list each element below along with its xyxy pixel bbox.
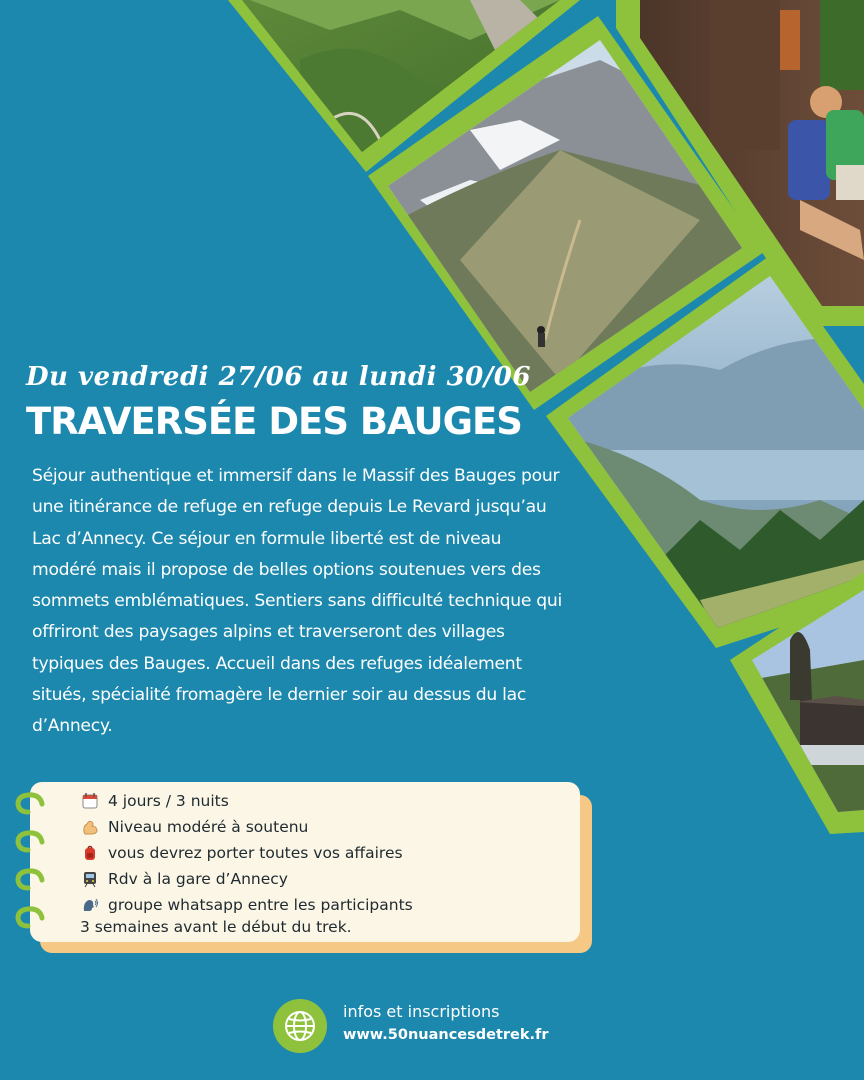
trip-dates: Du vendredi 27/06 au lundi 30/06: [26, 362, 531, 392]
globe-icon[interactable]: [273, 999, 327, 1053]
page-title: TRAVERSÉE DES BAUGES: [26, 400, 522, 443]
speaking-head-icon: [80, 895, 100, 915]
list-item: Rdv à la gare d’Annecy: [80, 866, 413, 892]
spiral-ring: [14, 868, 48, 892]
spiral-ring: [14, 830, 48, 854]
list-item: Niveau modéré à soutenu: [80, 814, 413, 840]
highlights-card: [30, 782, 580, 942]
spiral-ring: [14, 906, 48, 930]
backpack-icon: [80, 843, 100, 863]
highlights-list: [80, 788, 413, 918]
list-item: groupe whatsapp entre les participants: [80, 892, 413, 918]
list-item: vous devrez porter toutes vos affaires: [80, 840, 413, 866]
footer-label: infos et inscriptions: [343, 1002, 500, 1021]
spiral-ring: [14, 792, 48, 816]
train-icon: [80, 869, 100, 889]
trip-description: Séjour authentique et immersif dans le Massif des Bauges pour une itinérance de refuge en refuge depuis Le Revard jusqu’au Lac d’Annecy. Ce séjour en formule liberté est de niveau modéré mais il propose de belles options soutenues vers des sommets emblématiques. Sentiers sans difficulté technique qui offriront des paysages alpins et traverseront des villages typiques des Bauges. Accueil dans des refuges idéalement situés, spécialité fromagère le dernier soir au dessus du lac d’Annecy.: [32, 466, 562, 737]
website-link[interactable]: www.50nuancesdetrek.fr: [343, 1027, 549, 1043]
flexed-biceps-icon: [80, 817, 100, 837]
list-item: 4 jours / 3 nuits: [80, 788, 413, 814]
calendar-icon: [80, 791, 100, 811]
whatsapp-note: 3 semaines avant le début du trek.: [80, 918, 352, 936]
